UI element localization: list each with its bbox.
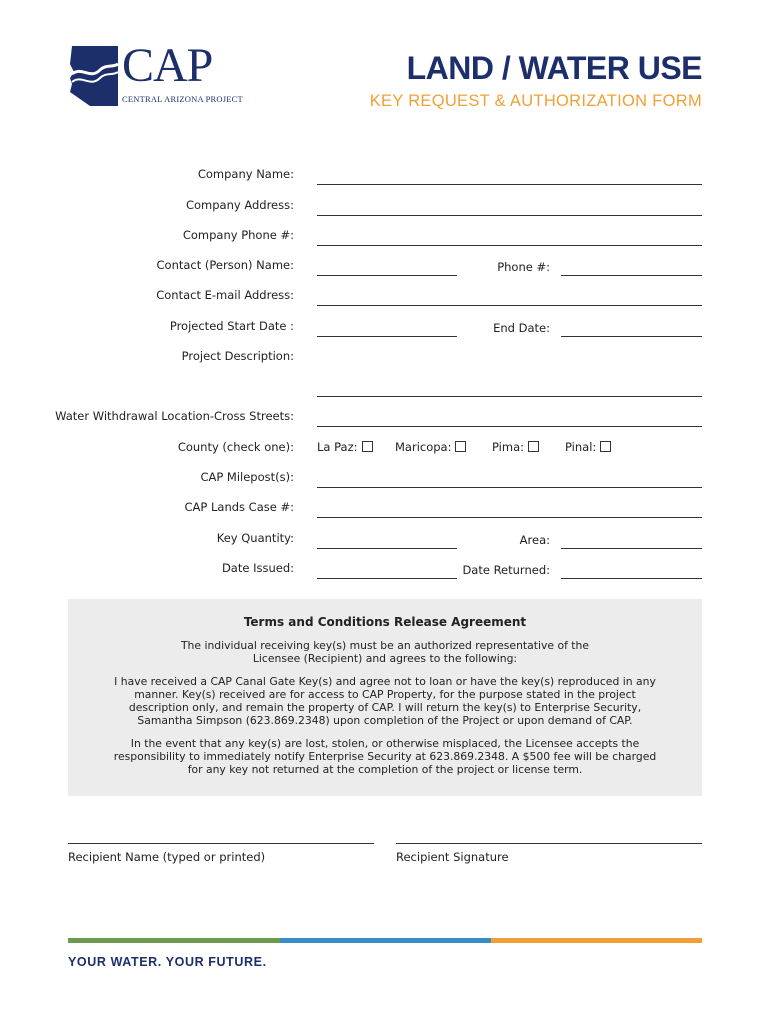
checkbox[interactable] [528, 441, 539, 452]
recipient-name-field[interactable] [68, 843, 374, 844]
county-option-pima[interactable] [492, 440, 539, 454]
recipient-signature-field[interactable] [396, 843, 702, 844]
county-label: County (check one): [177, 440, 294, 454]
company-name-label: Company Name: [197, 167, 294, 181]
company-phone-field[interactable] [317, 245, 702, 246]
lands-case-label: CAP Lands Case #: [184, 500, 294, 514]
company-phone-label: Company Phone #: [182, 228, 294, 242]
county-option-label: La Paz: [317, 440, 358, 454]
end-date-label: End Date: [493, 321, 550, 335]
water-withdrawal-field[interactable] [317, 426, 702, 427]
footer-bar-blue [280, 938, 491, 943]
contact-name-label: Contact (Person) Name: [156, 258, 294, 272]
county-option-label: Maricopa: [395, 440, 452, 454]
phone-label: Phone #: [497, 260, 550, 274]
terms-paragraph-1: The individual receiving key(s) must be an authorized representative of the Licensee (Recipient) and agrees to the following: [180, 639, 590, 665]
date-issued-label: Date Issued: [221, 561, 294, 575]
company-name-field[interactable] [317, 184, 702, 185]
footer-tagline: YOUR WATER. YOUR FUTURE. [68, 955, 267, 969]
project-description-label: Project Description: [181, 349, 294, 363]
area-label: Area: [519, 533, 550, 547]
form-title: LAND / WATER USE [406, 50, 702, 86]
terms-box [68, 599, 702, 796]
phone-field[interactable] [561, 275, 702, 276]
footer-bar-orange [491, 938, 702, 943]
county-option-label: Pima: [492, 440, 525, 454]
checkbox[interactable] [362, 441, 373, 452]
checkbox[interactable] [600, 441, 611, 452]
date-returned-label: Date Returned: [462, 563, 550, 577]
recipient-name-label: Recipient Name (typed or printed) [68, 850, 266, 864]
logo-text: CAP [122, 39, 213, 92]
terms-heading: Terms and Conditions Release Agreement [243, 615, 527, 629]
footer-bar-green [68, 938, 280, 943]
date-issued-field[interactable] [317, 578, 457, 579]
milepost-label: CAP Milepost(s): [200, 470, 294, 484]
county-option-label: Pinal: [565, 440, 597, 454]
contact-email-field[interactable] [317, 305, 702, 306]
checkbox[interactable] [455, 441, 466, 452]
contact-email-label: Contact E-mail Address: [156, 288, 294, 302]
company-address-label: Company Address: [185, 198, 294, 212]
logo-subtitle: CENTRAL ARIZONA PROJECT [122, 94, 243, 104]
terms-paragraph-2: I have received a CAP Canal Gate Key(s) and agree not to loan or have the key(s) reproduced in any manner. Key(s) received are for access to CAP Property, for the purpose stated in the project description only, and remain the property of CAP. I will return the key(s) to Enterprise Security, Samantha Simpson (623.869.2348) upon completion of the Project or upon demand of CAP. [114, 675, 656, 727]
recipient-signature-label: Recipient Signature [396, 850, 509, 864]
start-date-field[interactable] [317, 336, 457, 337]
cap-logo [68, 39, 246, 108]
end-date-field[interactable] [561, 336, 702, 337]
area-field[interactable] [561, 548, 702, 549]
water-withdrawal-label: Water Withdrawal Location-Cross Streets: [55, 409, 294, 423]
county-option-pinal[interactable] [565, 440, 611, 454]
start-date-label: Projected Start Date : [169, 319, 294, 333]
terms-paragraph-3: In the event that any key(s) are lost, stolen, or otherwise misplaced, the Licensee accepts the responsibility to immediately notify Enterprise Security at 623.869.2348. A $500 fee will be charged for any key not returned at the completion of the project or license term. [113, 737, 657, 776]
company-address-field[interactable] [317, 215, 702, 216]
county-option-maricopa[interactable] [395, 440, 466, 454]
date-returned-field[interactable] [561, 578, 702, 579]
arizona-map-icon [68, 44, 120, 108]
county-option-la-paz[interactable] [317, 440, 373, 454]
form-subtitle: KEY REQUEST & AUTHORIZATION FORM [369, 92, 702, 110]
key-quantity-field[interactable] [317, 548, 457, 549]
key-quantity-label: Key Quantity: [216, 531, 294, 545]
milepost-field[interactable] [317, 487, 702, 488]
project-description-field[interactable] [317, 396, 702, 397]
contact-name-field[interactable] [317, 275, 457, 276]
lands-case-field[interactable] [317, 517, 702, 518]
